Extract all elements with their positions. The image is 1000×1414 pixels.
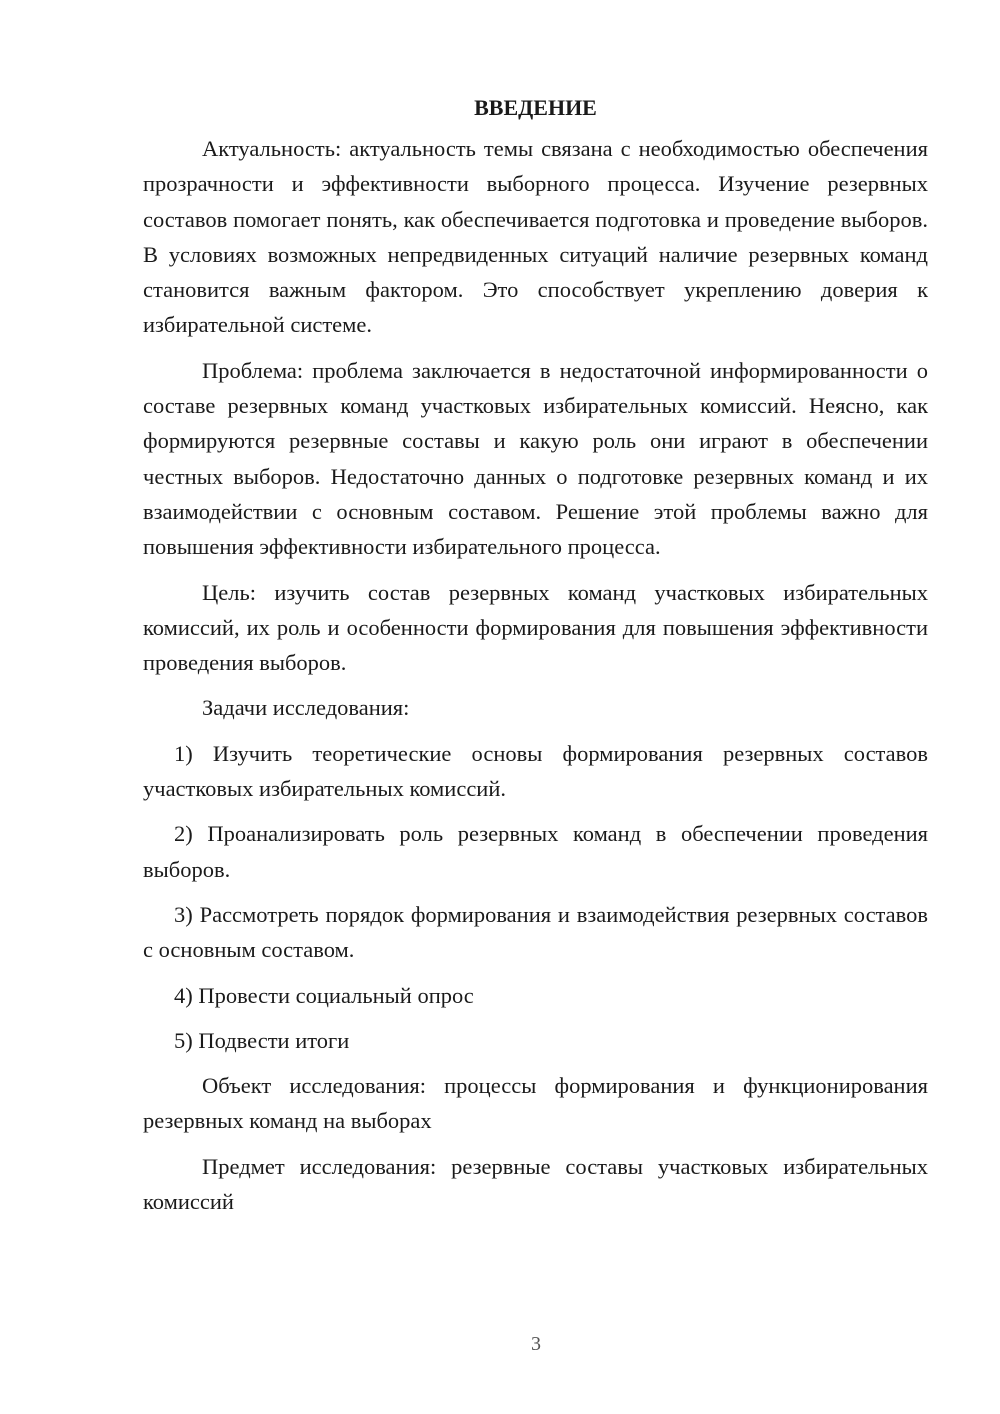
problem-paragraph: Проблема: проблема заключается в недостаточной информированности о составе резервных команд участковых избирательных комиссий. Неясно, как формируются резервные составы и какую роль они играют в обеспечении честных выборов. Недостаточно данных о подготовке резервных команд и их взаимодействии с основным составом. Решение этой проблемы важно для повышения эффективности избирательного процесса.: [143, 357, 928, 560]
tasks-heading: Задачи исследования:: [202, 695, 410, 721]
task-item-5: 5) Подвести итоги: [174, 1027, 350, 1053]
section-title: ВВЕДЕНИЕ: [474, 95, 597, 120]
task-item-4: 4) Провести социальный опрос: [174, 982, 474, 1008]
object-paragraph: Объект исследования: процессы формирования и функционирования резервных команд на выборах: [143, 1073, 928, 1134]
page-number: 3: [531, 1333, 541, 1355]
subject-paragraph: Предмет исследования: резервные составы участковых избирательных комиссий: [143, 1153, 928, 1215]
task-item-3: 3) Рассмотреть порядок формирования и взаимодействия резервных составов с основным составом.: [143, 901, 928, 963]
document-page: [143, 93, 928, 1229]
task-item-1: 1) Изучить теоретические основы формирования резервных составов участковых избирательных комиссий.: [143, 740, 928, 802]
task-item-2: 2) Проанализировать роль резервных команд в обеспечении проведения выборов.: [143, 821, 928, 882]
goal-paragraph: Цель: изучить состав резервных команд участковых избирательных комиссий, их роль и особенности формирования для повышения эффективности проведения выборов.: [143, 579, 928, 676]
relevance-paragraph: Актуальность: актуальность темы связана с необходимостью обеспечения прозрачности и эффективности выборного процесса. Изучение резервных составов помогает понять, как обеспечивается подготовка и проведение выборов. В условиях возможных непредвиденных ситуаций наличие резервных команд становится важным фактором. Это способствует укреплению доверия к избирательной системе.: [143, 136, 928, 338]
